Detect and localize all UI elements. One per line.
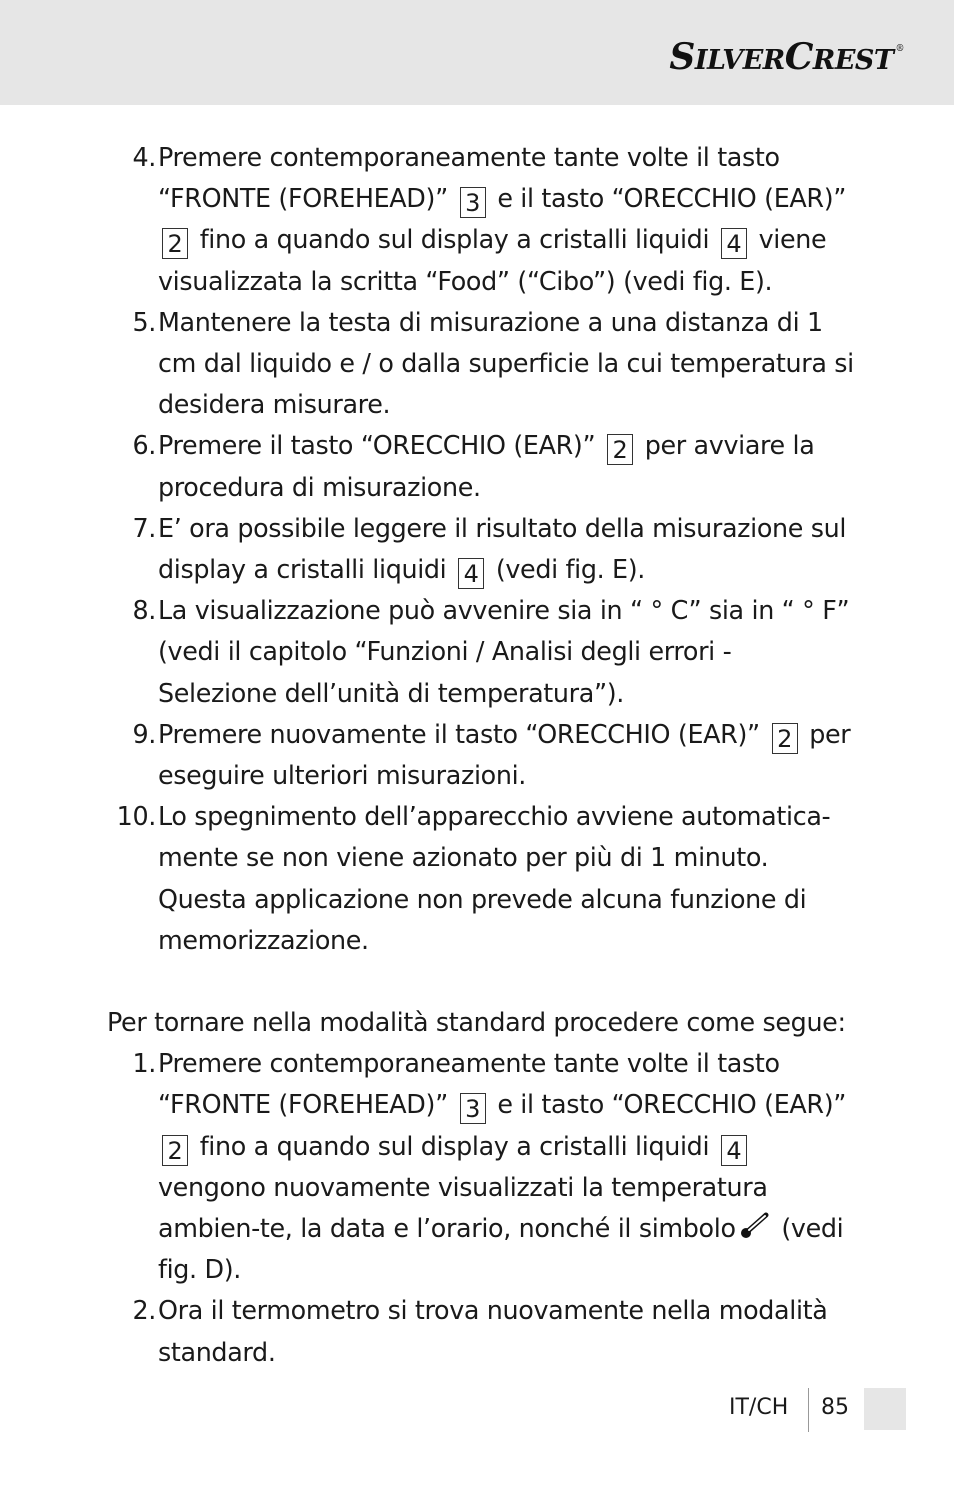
reference-number-box: 2 xyxy=(162,228,188,259)
step-text: Premere contemporaneamente tante volte il tasto “FRONTE (FOREHEAD)” 3 e il tasto “ORECCHIO (EAR)” 2 fino a quando sul display a cristalli liquidi 4 vengono nuovamente visualizzati la temperatura ambien-te, la data e l’orario, nonché il simbolo (vedi fig. D). xyxy=(158,1048,847,1285)
reference-number-box: 4 xyxy=(721,228,747,259)
step-number: 6. xyxy=(132,430,156,461)
reference-number-box: 4 xyxy=(458,558,484,589)
step-number: 8. xyxy=(132,595,156,626)
step-text: E’ ora possibile leggere il risultato della misurazione sul display a cristalli liquidi 4 (vedi fig. E). xyxy=(158,512,847,589)
step-text: La visualizzazione può avvenire sia in “ ° C” sia in “ ° F” (vedi il capitolo “Funzioni / Analisi degli errori - Selezione dell’unità di temperatura”). xyxy=(158,595,850,708)
list-item xyxy=(105,1043,855,1290)
step-number: 9. xyxy=(132,718,156,749)
silvercrest-logo: SILVERCREST ® xyxy=(669,36,904,78)
reference-number-box: 3 xyxy=(460,187,486,218)
reference-number-box: 4 xyxy=(721,1135,747,1166)
page-tab-marker xyxy=(864,1388,906,1430)
section-intro: Per tornare nella modalità standard procedere come segue: xyxy=(107,1007,846,1038)
step-number: 1. xyxy=(132,1048,156,1079)
step-number: 10. xyxy=(116,801,156,832)
reference-number-box: 2 xyxy=(772,723,798,754)
list-item xyxy=(105,425,855,507)
list-item xyxy=(105,1290,855,1372)
step-text: Lo spegnimento dell’apparecchio avviene automatica-mente se non viene azionato per più di 1 minuto. Questa applicazione non prevede alcuna funzione di memorizzazione. xyxy=(158,801,831,955)
reference-number-box: 3 xyxy=(460,1093,486,1124)
step-number: 4. xyxy=(132,142,156,172)
list-item xyxy=(105,302,855,426)
step-number: 2. xyxy=(132,1295,156,1326)
step-text: Mantenere la testa di misurazione a una distanza di 1 cm dal liquido e / o dalla superficie la cui temperatura si desidera misurare. xyxy=(158,306,854,420)
step-text: Ora il termometro si trova nuovamente nella modalità standard. xyxy=(158,1295,828,1367)
instructions-body xyxy=(105,137,855,1373)
page-header-band xyxy=(0,0,954,105)
list-item xyxy=(105,590,855,714)
list-item xyxy=(105,137,855,302)
step-text: Premere contemporaneamente tante volte il tasto “FRONTE (FOREHEAD)” 3 e il tasto “ORECCHIO (EAR)” 2 fino a quando sul display a cristalli liquidi 4 viene visualizzata la scritta “Food” (“Cibo”) (vedi fig. E). xyxy=(158,142,847,296)
step-text: Premere nuovamente il tasto “ORECCHIO (EAR)” 2 per eseguire ulteriori misurazioni. xyxy=(158,718,851,791)
list-item xyxy=(105,714,855,796)
step-number: 5. xyxy=(132,306,156,337)
step-text: Premere il tasto “ORECCHIO (EAR)” 2 per avviare la procedura di misurazione. xyxy=(158,430,815,502)
reference-number-box: 2 xyxy=(162,1135,188,1166)
footer-divider xyxy=(808,1388,809,1432)
list-item xyxy=(105,508,855,590)
language-code: IT/CH xyxy=(729,1395,789,1420)
reference-number-box: 2 xyxy=(607,434,633,465)
page-number: 85 xyxy=(821,1395,849,1420)
list-item xyxy=(105,796,855,961)
thermometer-probe-icon xyxy=(739,1212,771,1240)
step-number: 7. xyxy=(132,512,156,543)
